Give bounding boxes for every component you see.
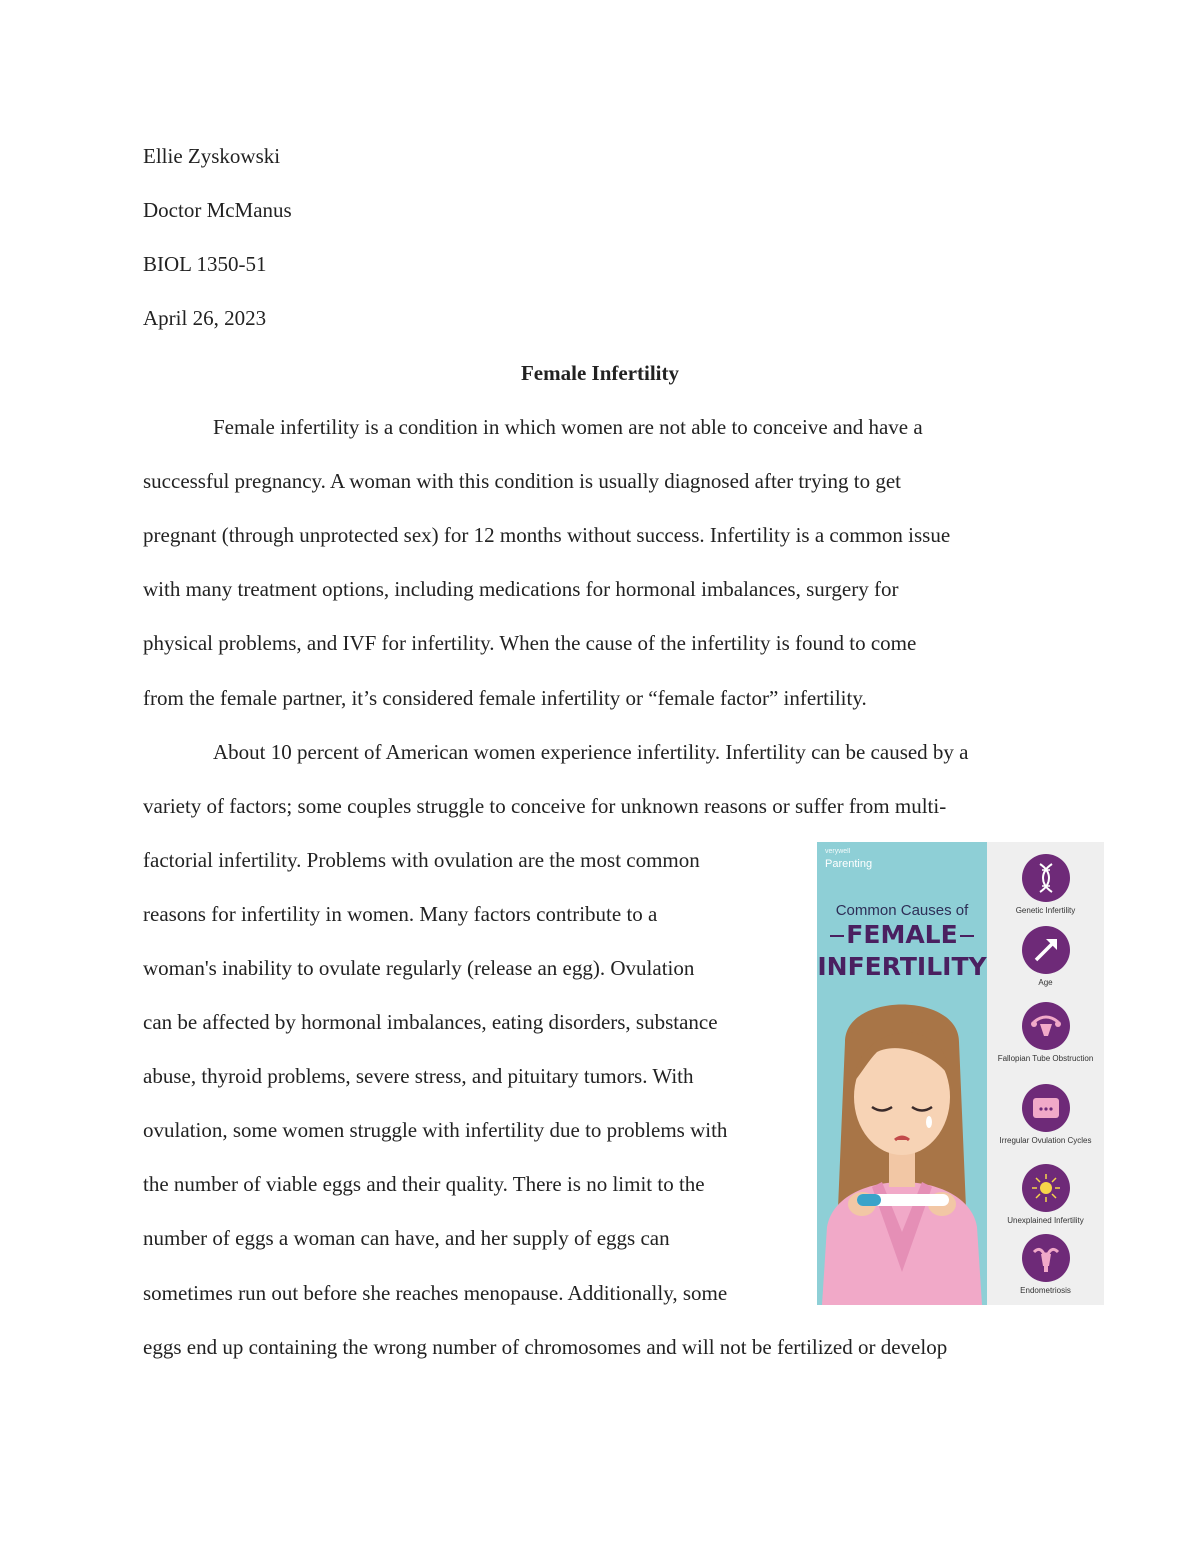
course-code: BIOL 1350-51: [143, 252, 267, 276]
cause-fallopian: [987, 1002, 1104, 1064]
body-line: abuse, thyroid problems, severe stress, and pituitary tumors. With: [143, 1064, 694, 1088]
body-line: the number of viable eggs and their quality. There is no limit to the: [143, 1172, 705, 1196]
woman-illustration: [817, 982, 987, 1305]
author-name: Ellie Zyskowski: [143, 144, 281, 168]
body-line: Female infertility is a condition in which women are not able to conceive and have a: [213, 415, 923, 439]
body-line: About 10 percent of American women experience infertility. Infertility can be caused by a: [213, 740, 969, 764]
cause-ovulation: [987, 1084, 1104, 1146]
infographic-left-panel: [817, 842, 987, 1305]
cause-label: Fallopian Tube Obstruction: [997, 1054, 1094, 1063]
calendar-icon: [1022, 1084, 1070, 1132]
cause-genetic: [987, 854, 1104, 916]
body-line: physical problems, and IVF for infertility. When the cause of the infertility is found to come: [143, 631, 917, 655]
body-line: factorial infertility. Problems with ovulation are the most common: [143, 848, 700, 872]
cause-endometriosis: [987, 1234, 1104, 1296]
dna-icon: [1022, 854, 1070, 902]
infographic-title-line2: INFERTILITY: [817, 952, 987, 981]
body-line: with many treatment options, including medications for hormonal imbalances, surgery for: [143, 577, 899, 601]
body-line: pregnant (through unprotected sex) for 12 months without success. Infertility is a common issue: [143, 523, 951, 547]
cause-label: Unexplained Infertility: [1007, 1216, 1084, 1225]
cause-unexplained: [987, 1164, 1104, 1226]
egg-sperm-icon: [1022, 1164, 1070, 1212]
brand-name: Parenting: [825, 858, 873, 870]
body-line: woman's inability to ovulate regularly (release an egg). Ovulation: [143, 956, 695, 980]
cause-label: Genetic Infertility: [1015, 906, 1076, 915]
arrow-up-right-icon: [1022, 926, 1070, 974]
brand-logo: [825, 846, 872, 870]
brand-small: verywell: [825, 848, 851, 855]
cause-age: [987, 926, 1104, 988]
body-line: number of eggs a woman can have, and her supply of eggs can: [143, 1226, 670, 1250]
title-rule-right: [960, 935, 974, 937]
infographic-pretitle: Common Causes of: [835, 902, 969, 919]
cause-label: Age: [1038, 978, 1053, 987]
uterus-tube-icon: [1022, 1002, 1070, 1050]
body-line: can be affected by hormonal imbalances, eating disorders, substance: [143, 1010, 718, 1034]
paper-title: Female Infertility: [520, 361, 680, 385]
body-line: eggs end up containing the wrong number of chromosomes and will not be fertilized or develop: [143, 1335, 948, 1359]
body-line: reasons for infertility in women. Many factors contribute to a: [143, 902, 658, 926]
body-line: sometimes run out before she reaches menopause. Additionally, some: [143, 1281, 728, 1305]
cause-label: Irregular Ovulation Cycles: [999, 1136, 1092, 1145]
body-line: ovulation, some women struggle with infertility due to problems with: [143, 1118, 728, 1142]
instructor-name: Doctor McManus: [143, 198, 292, 222]
title-rule-left: [830, 935, 844, 937]
cause-label: Endometriosis: [1020, 1286, 1071, 1295]
title-word-female: FEMALE: [846, 920, 958, 949]
body-line: from the female partner, it’s considered female infertility or “female factor” infertility.: [143, 686, 867, 710]
uterus-icon: [1022, 1234, 1070, 1282]
body-line: variety of factors; some couples struggle to conceive for unknown reasons or suffer from multi-: [143, 794, 947, 818]
infographic-figure: [817, 842, 1104, 1305]
infographic-title-line1: [817, 920, 987, 949]
date: April 26, 2023: [143, 306, 267, 330]
body-line: successful pregnancy. A woman with this condition is usually diagnosed after trying to get: [143, 469, 901, 493]
